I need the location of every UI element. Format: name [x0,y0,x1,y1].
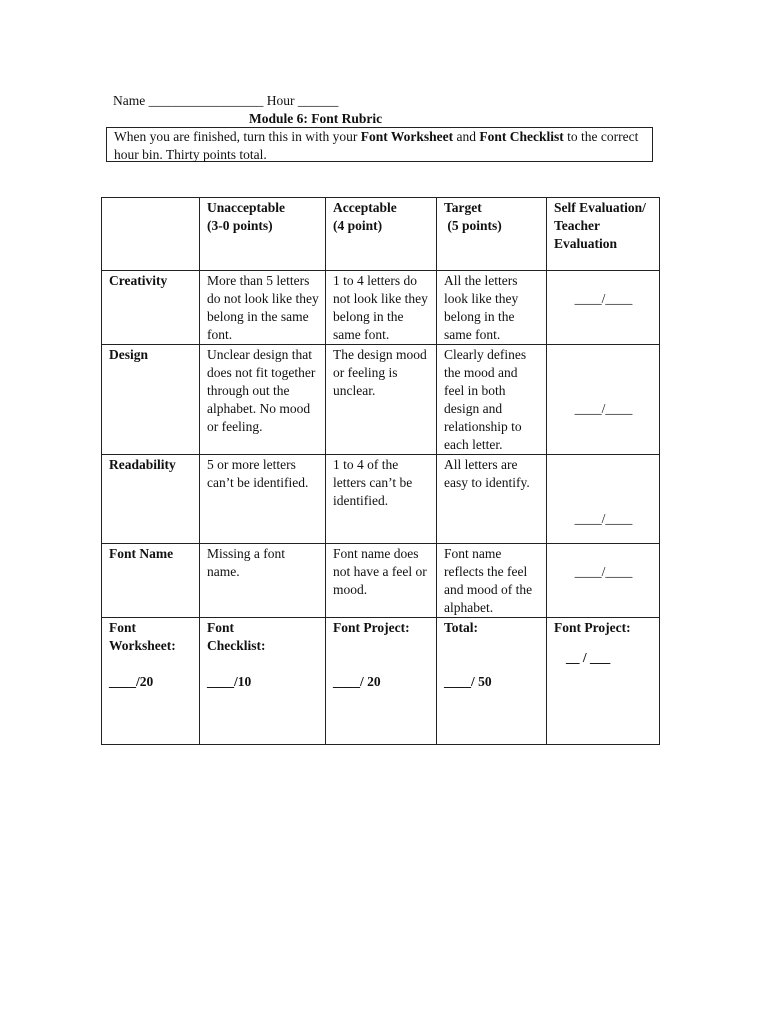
header-target-label: Target [444,200,482,215]
table-row [102,455,660,544]
header-unacceptable-label: Unacceptable [207,200,285,215]
self-project-label: Font Project: [554,620,631,635]
worksheet-total-label: Font Worksheet: [109,620,176,653]
instructions-worksheet: Font Worksheet [360,129,454,144]
checklist-total-cell [200,618,326,745]
font-name-unacceptable: Missing a font name. [200,544,326,618]
readability-unacceptable: 5 or more letters can’t be identified. [200,455,326,544]
font-name-evaluation-blank[interactable]: ____/____ [574,564,633,579]
readability-acceptable: 1 to 4 of the letters can’t be identified. [326,455,437,544]
instructions-text-3: to the correct hour bin. Thirty points total. [114,129,639,162]
table-header-row [102,198,660,271]
header-target-points: (5 points) [444,218,502,233]
instructions-box [106,127,653,162]
criterion-creativity: Creativity [102,271,200,345]
header-target [437,198,547,271]
criterion-readability: Readability [102,455,200,544]
self-project-score[interactable]: __ / ___ [566,650,611,665]
page-title: Module 6: Font Rubric [249,111,383,126]
grand-total-cell [437,618,547,745]
worksheet-total-score[interactable]: ____/20 [109,674,154,689]
instructions-text-2: and [453,129,480,144]
checklist-total-label: Font Checklist: [207,620,266,653]
grand-total-label: Total: [444,620,479,635]
readability-evaluation-cell [547,455,660,544]
creativity-target: All the letters look like they belong in the same font. [437,271,547,345]
font-name-target: Font name reflects the feel and mood of the alphabet. [437,544,547,618]
header-unacceptable-points: (3-0 points) [207,218,273,233]
creativity-acceptable: 1 to 4 letters do not look like they belong in the same font. [326,271,437,345]
project-total-cell [326,618,437,745]
grand-total-score[interactable]: ____/ 50 [444,674,492,689]
design-evaluation-blank[interactable]: ____/____ [574,401,633,416]
header-empty-cell [102,198,200,271]
design-unacceptable: Unclear design that does not fit together through out the alphabet. No mood or feeling. [200,345,326,455]
readability-evaluation-blank[interactable]: ____/____ [574,511,633,526]
creativity-unacceptable: More than 5 letters do not look like they belong in the same font. [200,271,326,345]
project-total-label: Font Project: [333,620,410,635]
table-row [102,544,660,618]
header-acceptable [326,198,437,271]
self-project-cell [547,618,660,745]
project-total-score[interactable]: ____/ 20 [333,674,381,689]
criterion-design: Design [102,345,200,455]
table-row [102,345,660,455]
totals-row [102,618,660,745]
table-row [102,271,660,345]
instructions-checklist: Font Checklist [479,129,564,144]
design-acceptable: The design mood or feeling is unclear. [326,345,437,455]
font-name-acceptable: Font name does not have a feel or mood. [326,544,437,618]
header-acceptable-label: Acceptable [333,200,397,215]
design-target: Clearly defines the mood and feel in both design and relationship to each letter. [437,345,547,455]
instructions-text-1: When you are finished, turn this in with your [114,129,361,144]
creativity-evaluation-cell [547,271,660,345]
criterion-font-name: Font Name [102,544,200,618]
design-evaluation-cell [547,345,660,455]
header-acceptable-points: (4 point) [333,218,383,233]
checklist-total-score[interactable]: ____/10 [207,674,252,689]
header-unacceptable [200,198,326,271]
readability-target: All letters are easy to identify. [437,455,547,544]
worksheet-total-cell [102,618,200,745]
font-name-evaluation-cell [547,544,660,618]
creativity-evaluation-blank[interactable]: ____/____ [574,291,633,306]
header-evaluation: Self Evaluation/ Teacher Evaluation [547,198,660,271]
name-hour-line: Name _________________ Hour ______ [113,93,339,108]
rubric-table [101,197,660,745]
